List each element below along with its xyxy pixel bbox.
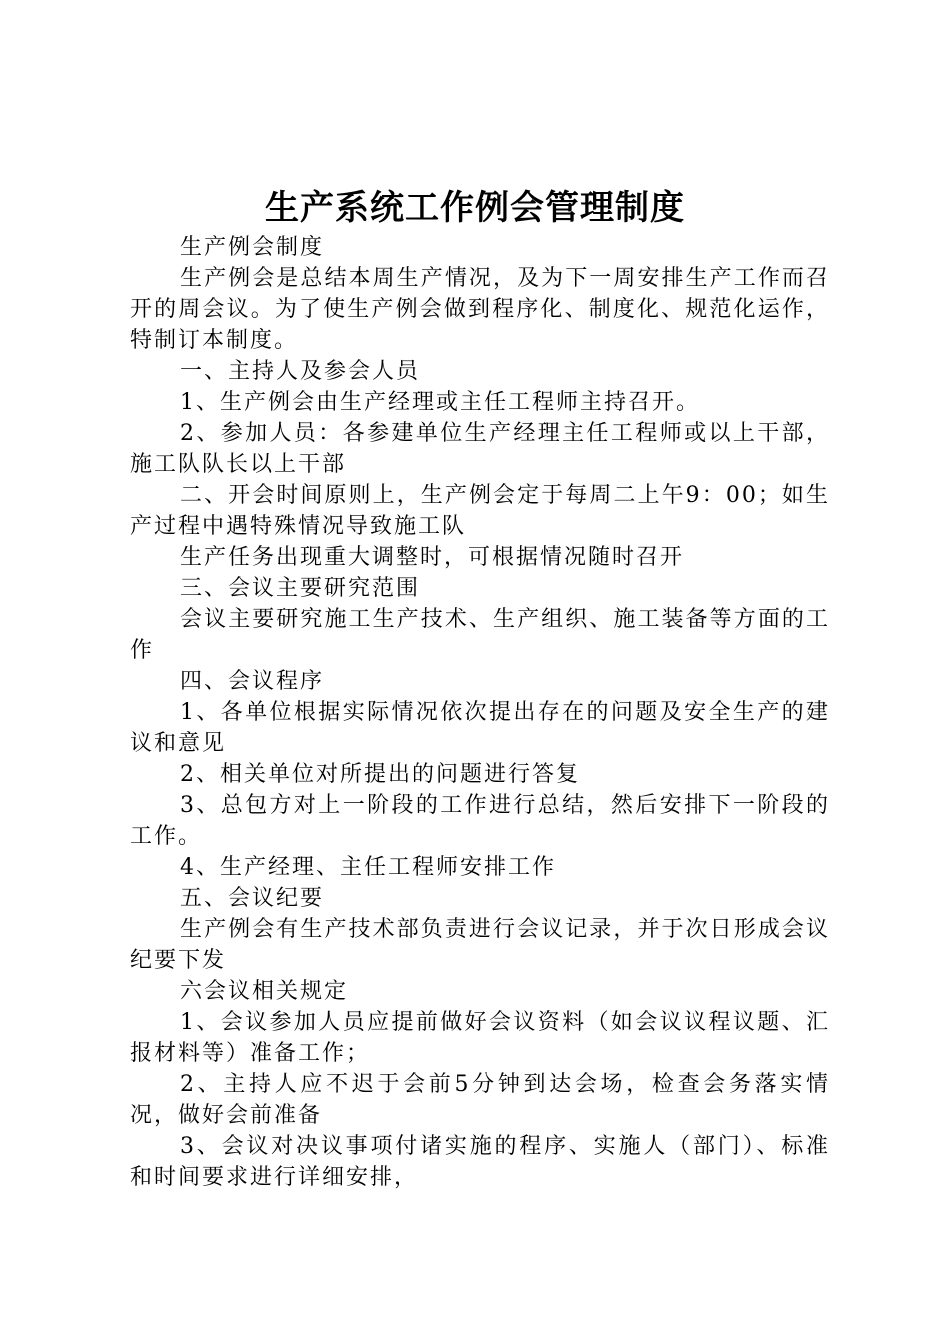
paragraph: 2、参加人员：各参建单位生产经理主任工程师或以上干部，施工队队长以上干部	[130, 421, 830, 477]
section-heading: 一、主持人及参会人员	[180, 359, 421, 384]
paragraph: 会议主要研究施工生产技术、生产组织、施工装备等方面的工作	[130, 607, 830, 663]
section-heading: 五、会议纪要	[180, 886, 325, 911]
paragraph: 1、生产例会由生产经理或主任工程师主持召开。	[180, 390, 700, 415]
paragraph: 3、总包方对上一阶段的工作进行总结，然后安排下一阶段的工作。	[130, 793, 830, 849]
paragraph: 2、主持人应不迟于会前5分钟到达会场，检查会务落实情况，做好会前准备	[130, 1072, 830, 1128]
document-title: 生产系统工作例会管理制度	[265, 188, 685, 228]
paragraph: 1、各单位根据实际情况依次提出存在的问题及安全生产的建议和意见	[130, 700, 830, 756]
section-heading: 四、会议程序	[180, 669, 325, 694]
section-heading: 二、开会时间原则上，生产例会定于每周二上午9：00；如生产过程中遇特殊情况导致施工队	[130, 483, 830, 539]
section-heading: 六会议相关规定	[180, 979, 349, 1004]
paragraph: 生产任务出现重大调整时，可根据情况随时召开	[180, 545, 685, 570]
paragraph: 生产例会是总结本周生产情况，及为下一周安排生产工作而召开的周会议。为了使生产例会做到程序化、制度化、规范化运作，特制订本制度。	[130, 266, 830, 353]
document-body	[130, 232, 830, 1193]
paragraph: 2、相关单位对所提出的问题进行答复	[180, 762, 580, 787]
paragraph: 4、生产经理、主任工程师安排工作	[180, 855, 556, 880]
paragraph: 3、会议对决议事项付诸实施的程序、实施人（部门）、标准和时间要求进行详细安排，	[130, 1134, 830, 1190]
section-heading: 三、会议主要研究范围	[180, 576, 421, 601]
paragraph: 生产例会制度	[180, 235, 325, 260]
paragraph: 生产例会有生产技术部负责进行会议记录，并于次日形成会议纪要下发	[130, 917, 830, 973]
paragraph: 1、会议参加人员应提前做好会议资料（如会议议程议题、汇报材料等）准备工作；	[130, 1010, 830, 1066]
